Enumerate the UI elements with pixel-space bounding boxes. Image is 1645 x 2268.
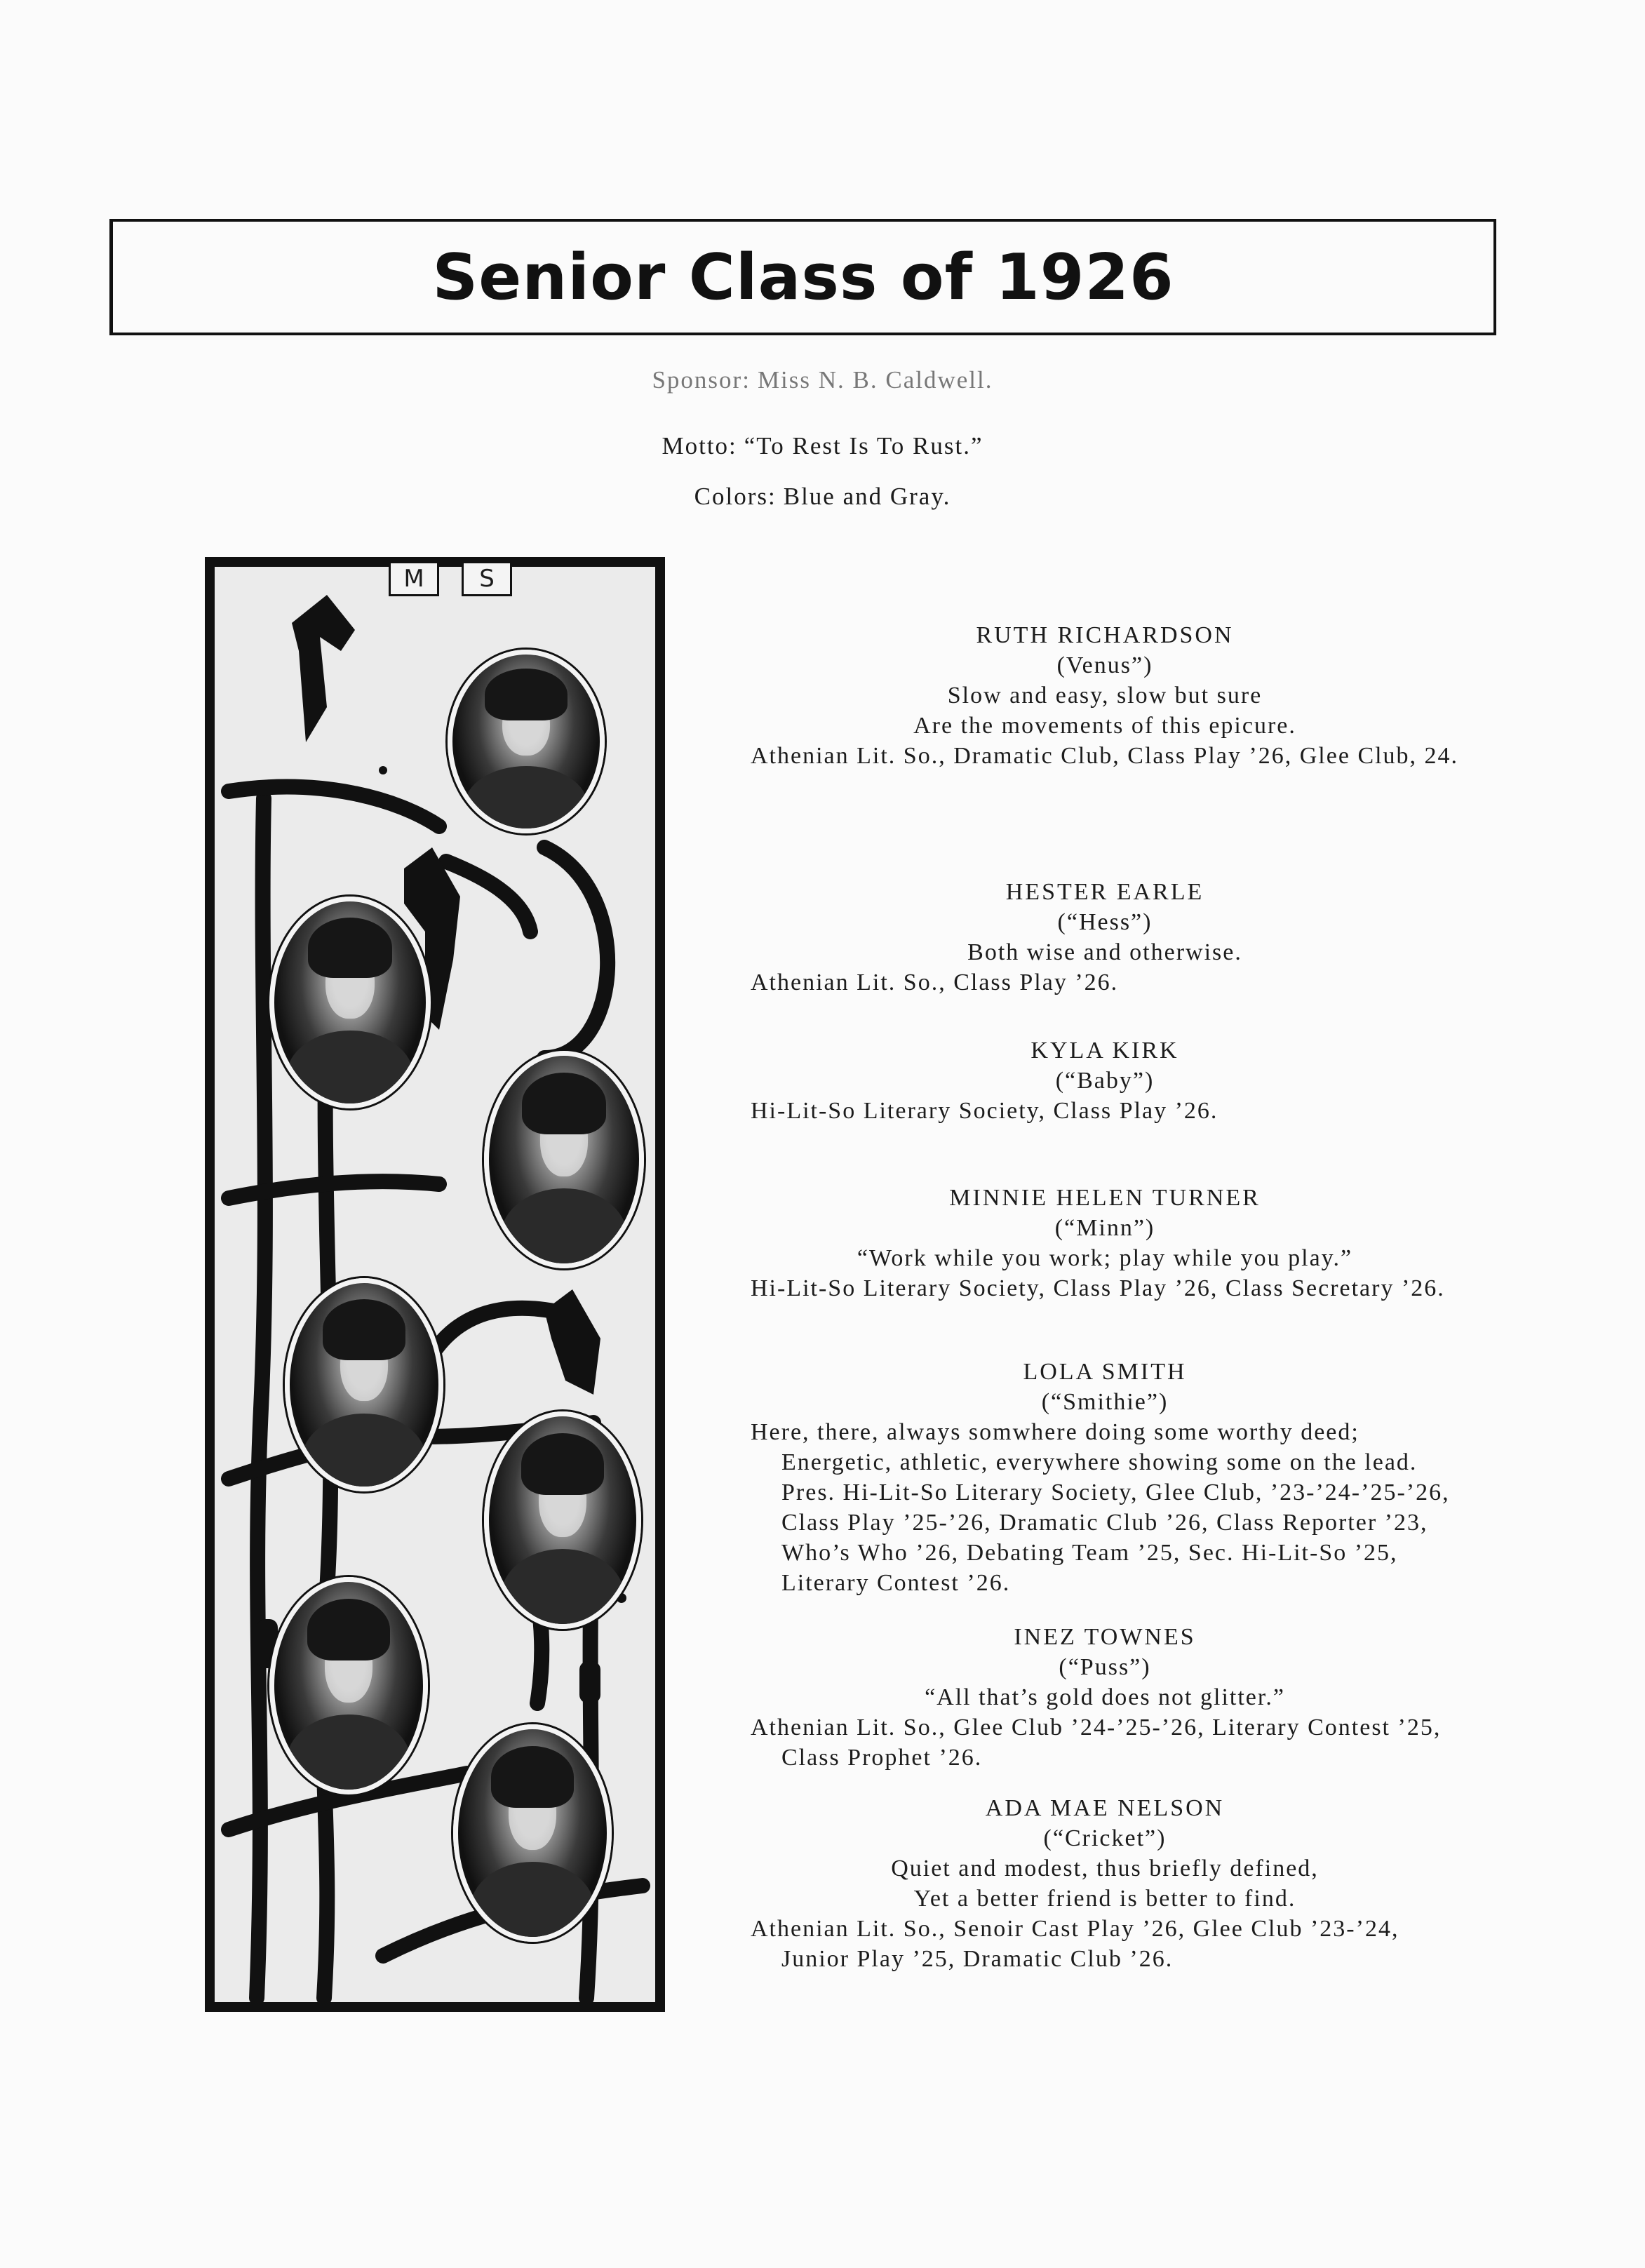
senior-name: ADA MAE NELSON <box>985 1795 1225 1821</box>
senior-entry <box>751 877 1459 998</box>
colors-line <box>0 483 1645 511</box>
senior-activities: Athenian Lit. So., Dramatic Club, Class Play ’26, Glee Club, 24. <box>751 743 1459 769</box>
senior-nickname: (“Smithie”) <box>1041 1389 1169 1415</box>
senior-name: KYLA KIRK <box>1030 1038 1179 1063</box>
portrait-minnie-helen-turner <box>285 1278 443 1491</box>
senior-entry <box>751 1183 1459 1303</box>
senior-name: RUTH RICHARDSON <box>976 622 1234 648</box>
senior-name: LOLA SMITH <box>1023 1359 1187 1385</box>
senior-nickname: (“Hess”) <box>1057 909 1153 935</box>
motto-value: “To Rest Is To Rust.” <box>744 432 983 459</box>
senior-entry <box>751 1622 1459 1773</box>
senior-activities: Here, there, always somwhere doing some worthy deed; Energetic, athletic, everywhere showing some on the lead. Pres. Hi-Lit-So Literary Society, Glee Club, ’23-’24-’25-’26, Class Play ’25-’26, Dramatic Club ’26, Class Reporter ’23, Who’s Who ’26, Debating Team ’25, Sec. Hi-Lit-So ’25, Literary Contest ’26. <box>751 1419 1450 1596</box>
senior-entry <box>751 1035 1459 1126</box>
senior-name: HESTER EARLE <box>1005 879 1204 905</box>
page-title: Senior Class of 1926 <box>432 240 1174 314</box>
portrait-inez-townes <box>269 1577 428 1794</box>
senior-nickname: (Venus”) <box>1056 652 1153 678</box>
senior-nickname: (“Baby”) <box>1055 1068 1155 1094</box>
colors-value: Blue and Gray. <box>783 483 951 510</box>
senior-verse-line: Quiet and modest, thus briefly defined, <box>891 1856 1319 1881</box>
portrait-lola-smith <box>484 1411 641 1629</box>
senior-name: INEZ TOWNES <box>1014 1624 1196 1650</box>
portrait-kyla-kirk <box>484 1051 644 1268</box>
senior-verse-line: Yet a better friend is better to find. <box>913 1886 1296 1912</box>
senior-nickname: (“Minn”) <box>1054 1215 1155 1241</box>
senior-verse-line: “All that’s gold does not glitter.” <box>925 1684 1285 1710</box>
title-frame <box>109 219 1496 335</box>
sponsor-value: Miss N. B. Caldwell. <box>757 366 993 394</box>
senior-verse-line: Are the movements of this epicure. <box>913 713 1296 739</box>
senior-entry <box>751 1793 1459 1974</box>
senior-entry <box>751 620 1459 771</box>
motto-line <box>0 432 1645 460</box>
senior-verse-line: “Work while you work; play while you play.” <box>857 1245 1353 1271</box>
senior-name: MINNIE HELEN TURNER <box>949 1185 1261 1211</box>
portrait-hester-earle <box>269 897 431 1108</box>
senior-verse-line: Slow and easy, slow but sure <box>947 683 1263 709</box>
senior-nickname: (“Cricket”) <box>1043 1825 1167 1851</box>
portrait-collage <box>205 557 665 2012</box>
sponsor-label: Sponsor: <box>652 366 751 394</box>
colors-label: Colors: <box>694 483 777 510</box>
monogram-m: M <box>389 561 439 596</box>
senior-activities: Athenian Lit. So., Senoir Cast Play ’26, Glee Club ’23-’24, Junior Play ’25, Dramatic Club ’26. <box>751 1916 1399 1972</box>
motto-label: Motto: <box>662 432 737 459</box>
portrait-ada-mae-nelson <box>453 1724 612 1942</box>
senior-verse-line: Both wise and otherwise. <box>967 939 1242 965</box>
senior-activities: Hi-Lit-So Literary Society, Class Play ’26, Class Secretary ’26. <box>751 1275 1445 1301</box>
senior-activities: Athenian Lit. So., Class Play ’26. <box>751 969 1119 995</box>
portrait-ruth-richardson <box>448 650 605 833</box>
senior-activities: Athenian Lit. So., Glee Club ’24-’25-’26, Literary Contest ’25, Class Prophet ’26. <box>751 1715 1442 1771</box>
sponsor-line <box>0 366 1645 394</box>
senior-entry <box>751 1357 1459 1598</box>
senior-activities: Hi-Lit-So Literary Society, Class Play ’26. <box>751 1098 1218 1124</box>
senior-nickname: (“Puss”) <box>1059 1654 1151 1680</box>
monogram-s: S <box>462 561 512 596</box>
